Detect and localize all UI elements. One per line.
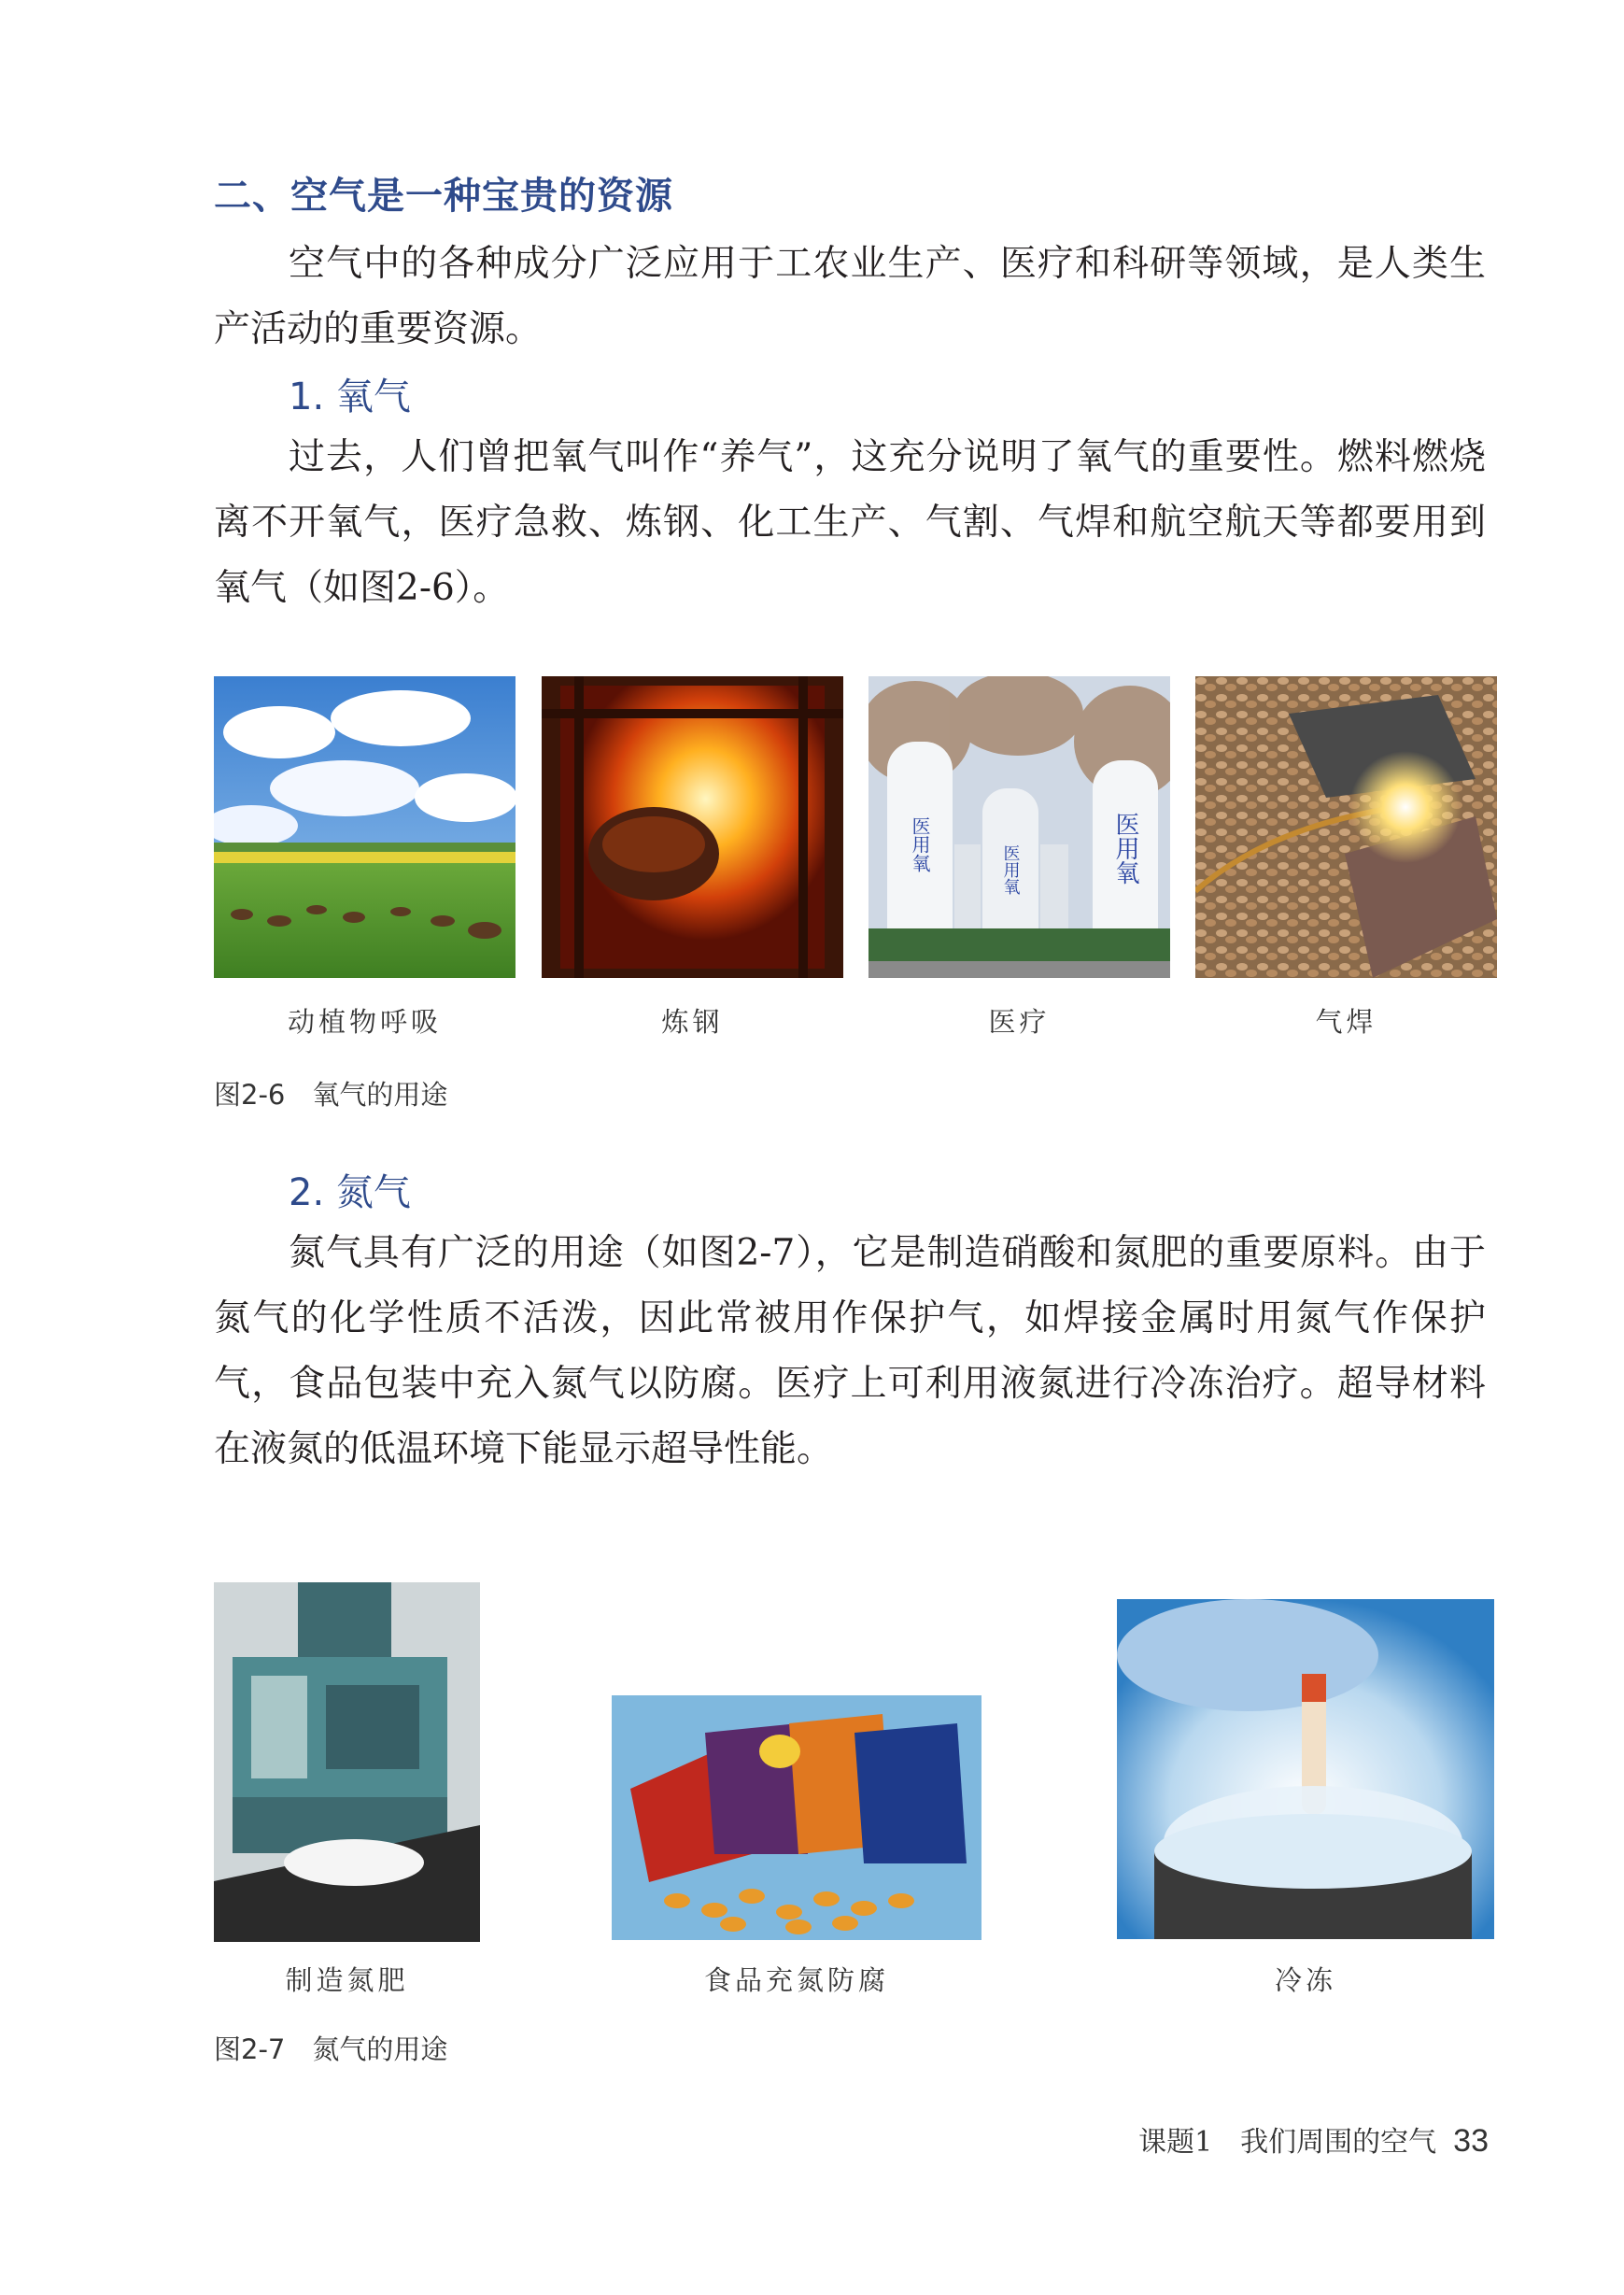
caption-gas-welding: 气焊 bbox=[1315, 1006, 1377, 1038]
fertilizer-factory-image bbox=[214, 1582, 480, 1942]
caption-steelmaking: 炼钢 bbox=[661, 1006, 724, 1038]
photo-medical-oxygen-tanks bbox=[868, 676, 1170, 978]
photo-fertilizer-factory bbox=[214, 1582, 480, 1942]
food-packaging-image bbox=[612, 1695, 981, 1940]
tank-label-3: 医用氧 bbox=[1111, 812, 1139, 885]
section-title: 二、空气是一种宝贵的资源 bbox=[214, 175, 673, 218]
oxygen-tanks-image bbox=[868, 676, 1170, 978]
nitrogen-paragraph: 氮气具有广泛的用途（如图2-7），它是制造硝酸和氮肥的重要原料。由于氮气的化学性质不活泼，因此常被用作保护气，如焊接金属时用氮气作保护气，食品包装中充入氮气以防腐。医疗上可利用液氮进行冷冻治疗。超导材料在液氮的低温环境下能显示超导性能。 bbox=[214, 1232, 1486, 1470]
cryo-freezing-image bbox=[1117, 1599, 1494, 1939]
oxygen-heading: 1. 氧气 bbox=[289, 375, 411, 418]
photo-cryo-freezing bbox=[1117, 1599, 1494, 1939]
grassland-image bbox=[214, 676, 515, 978]
caption-freezing: 冷冻 bbox=[1274, 1964, 1336, 1996]
page-number: 33 bbox=[1453, 2123, 1489, 2159]
figure-2-7-label: 图2-7 氮气的用途 bbox=[214, 2033, 448, 2065]
oxygen-paragraph: 过去，人们曾把氧气叫作“养气”，这充分说明了氧气的重要性。燃料燃烧离不开氧气，医疗急救、炼钢、化工生产、气割、气焊和航空航天等都要用到氧气（如图2-6）。 bbox=[214, 436, 1486, 609]
tank-label-2: 医用氧 bbox=[1000, 844, 1021, 895]
page-footer bbox=[1093, 2118, 1489, 2160]
photo-food-packaging bbox=[612, 1695, 981, 1940]
caption-food-preservation: 食品充氮防腐 bbox=[703, 1964, 889, 1996]
figure-2-6-label: 图2-6 氧气的用途 bbox=[214, 1079, 448, 1111]
photo-grassland-cattle bbox=[214, 676, 515, 978]
caption-medical: 医疗 bbox=[988, 1006, 1051, 1038]
caption-respiration: 动植物呼吸 bbox=[287, 1006, 442, 1038]
tank-label-1: 医用氧 bbox=[909, 816, 931, 872]
caption-fertilizer: 制造氮肥 bbox=[285, 1964, 409, 1996]
intro-paragraph: 空气中的各种成分广泛应用于工农业生产、医疗和科研等领域，是人类生产活动的重要资源。 bbox=[214, 243, 1486, 350]
photo-gas-welding bbox=[1195, 676, 1497, 978]
nitrogen-heading: 2. 氮气 bbox=[289, 1171, 411, 1214]
photo-steelmaking bbox=[542, 676, 843, 978]
footer-lesson-title: 课题1 我们周围的空气 bbox=[1138, 2126, 1437, 2159]
steelmaking-image bbox=[542, 676, 843, 978]
gas-welding-image bbox=[1195, 676, 1497, 978]
